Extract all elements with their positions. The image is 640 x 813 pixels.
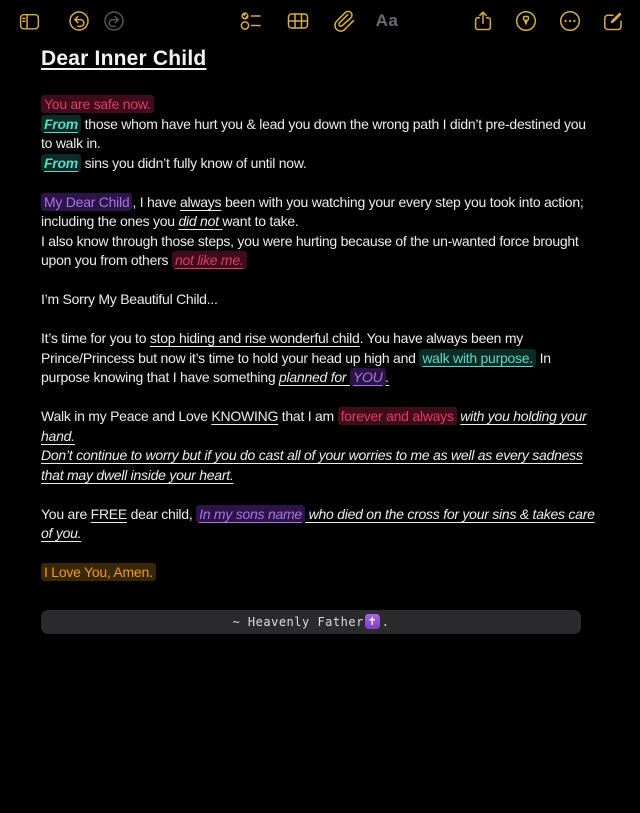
text-run: I Love You, Amen. [41, 563, 156, 581]
text-run: From [41, 154, 81, 172]
sidebar-icon [18, 10, 41, 33]
text-run: sins you didn’t fully know of until now. [81, 154, 307, 171]
text-run: who died on the cross for your sins & takes care of you. [41, 505, 595, 541]
more-icon [558, 9, 582, 33]
compose-icon [601, 9, 625, 33]
attachment-button[interactable] [331, 8, 357, 34]
text-run: walk with purpose. [419, 349, 536, 367]
sidebar-toggle-button[interactable] [16, 8, 42, 34]
text-run: . [385, 369, 390, 385]
format-button[interactable] [374, 8, 400, 34]
text-run: You are [41, 505, 91, 522]
more-button[interactable] [557, 8, 583, 34]
text-run: always [180, 193, 222, 210]
checklist-icon [239, 9, 263, 33]
note-paragraph[interactable] [41, 505, 599, 544]
text-run: FREE [90, 505, 127, 522]
note-paragraph[interactable] [41, 407, 599, 485]
text-run: stop hiding and rise wonderful child [149, 330, 360, 346]
markup-icon [514, 9, 538, 33]
format-icon: Aa [375, 11, 399, 30]
note-paragraph[interactable] [41, 290, 599, 310]
text-run: YOU [350, 368, 386, 386]
text-run: planned for [279, 369, 350, 385]
text-run: want to take. [222, 213, 299, 229]
note-editor[interactable] [0, 38, 640, 634]
note-paragraph[interactable] [41, 95, 599, 173]
note-paragraph[interactable] [41, 193, 599, 271]
note-title[interactable]: Dear Inner Child [41, 47, 207, 70]
text-run: KNOWING [211, 408, 279, 424]
text-run: dear child, [126, 505, 197, 522]
text-run: those whom have hurt you & lead you down the wrong path I didn’t pre-destined you to walk in. [41, 115, 586, 151]
text-run: . You have always been my Prince/Princess but now it’s time to hold your head up high and [41, 330, 523, 366]
text-run: that I am [278, 408, 338, 424]
toolbar [0, 0, 640, 38]
redo-icon [102, 9, 126, 33]
checklist-button[interactable] [238, 8, 264, 34]
redo-button[interactable] [101, 8, 127, 34]
signature-suffix: . [381, 614, 390, 629]
text-run: You are safe now. [41, 95, 154, 113]
text-run: My Dear Child [41, 193, 132, 211]
undo-button[interactable] [66, 8, 92, 34]
signature-text: ~ Heavenly Father [232, 614, 364, 629]
text-run: In purpose knowing that I have something [41, 349, 551, 385]
text-run: In my sons name [196, 505, 305, 523]
note-paragraph[interactable] [41, 329, 599, 388]
text-run: , I have [132, 193, 181, 210]
text-run: forever and always [338, 407, 457, 425]
table-button[interactable] [285, 8, 311, 34]
note-paragraph[interactable] [41, 563, 599, 583]
markup-button[interactable] [513, 8, 539, 34]
text-run: Don’t continue to worry but if you do cast all of your worries to me as well as every sadness that may dwell inside your heart. [41, 447, 583, 483]
text-run: with you holding your hand. [41, 408, 587, 444]
share-icon [471, 9, 495, 33]
text-run: I also know through those steps, you were hurting because of the un-wanted force brought upon you from others [41, 232, 579, 268]
text-run: I’m Sorry My Beautiful Child... [41, 291, 218, 307]
text-run: not like me. [172, 251, 247, 269]
text-run: From [41, 115, 81, 133]
text-run: It’s time for you to [41, 330, 150, 346]
text-run: Walk in my Peace and Love [41, 408, 212, 424]
attachment-icon [333, 10, 356, 33]
undo-icon [67, 9, 91, 33]
text-run: did not [178, 213, 223, 229]
signature-block[interactable] [41, 610, 581, 634]
text-run: been with you watching your every step you took into action; including the ones you [41, 193, 584, 229]
latin-cross-emoji: ✝ [365, 614, 380, 629]
compose-button[interactable] [600, 8, 626, 34]
table-icon [286, 9, 310, 33]
share-button[interactable] [470, 8, 496, 34]
